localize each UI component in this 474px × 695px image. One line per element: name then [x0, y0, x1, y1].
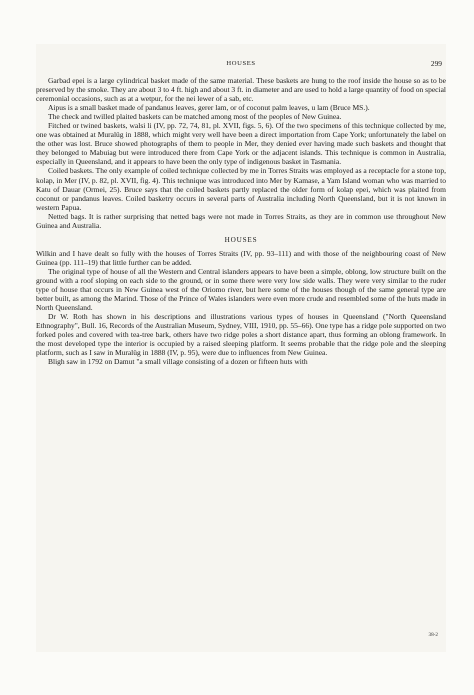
signature-mark: 38-2 [428, 632, 438, 638]
paragraph: Fitched or twined baskets, walsi li (IV, pp. 72, 74, 81, pl. XVII, figs. 5, 6). Of the two specimens of this technique collected by me, one was obtained at Muralüg in 1888, which might very well have been a direct importation from Cape York; unfortunately the label on the other was lost. Bruce showed photographs of them to people in Mer, they denied ever having made such baskets and thought that they belonged to Mabuiag but were introduced there from Cape York or the adjacent islands. This technique is common in Australia, especially in Queensland, and it appears to have been the only type of indigenous basket in Tasmania. [36, 121, 446, 167]
page [36, 44, 446, 652]
paragraph: Aipus is a small basket made of pandanus leaves, gerer lam, or of coconut palm leaves, u lam (Bruce MS.). [48, 103, 370, 113]
paragraph: The check and twilled plaited baskets can be matched among most of the peoples of New Guinea. [48, 112, 342, 122]
document-body [36, 76, 446, 366]
page-number: 299 [430, 59, 442, 68]
running-title: HOUSES [226, 60, 256, 67]
section-heading: HOUSES [224, 235, 258, 244]
paragraph: Wilkin and I have dealt so fully with the houses of Torres Straits (IV, pp. 93–111) and with those of the neighbouring coast of New Guinea (pp. 111–19) that little further can be added. [36, 248, 446, 267]
paragraph: Garbad epei is a large cylindrical basket made of the same material. These baskets are hung to the roof inside the house so as to be preserved by the smoke. They are about 3 to 4 ft. high and about 3 ft. in diameter and are used to hold a large quantity of food on special ceremonial occasions, such as at a wetpur, for the nei lewer of a sab, etc. [36, 76, 446, 104]
paragraph: Coiled baskets. The only example of coiled technique collected by me in Torres Straits was employed as a receptacle for a stone top, kolap, in Mer (IV, p. 82, pl. XVII, fig. 4). This technique was introduced into Mer by Kamase, a Yam Island woman who was married to Katu of Dauar (Ormei, 25). Bruce says that the coiled baskets partly replaced the older form of kolap epei, which was plaited from coconut or pandanus leaves. Coiled basketry occurs in several parts of Australia including North Queensland, but it is not known in western Papua. [36, 166, 446, 212]
paragraph: Netted bags. It is rather surprising that netted bags were not made in Torres Straits, as they are in common use throughout New Guinea and Australia. [36, 211, 446, 230]
paragraph: The original type of house of all the Western and Central islanders appears to have been a simple, oblong, low structure built on the ground with a roof sloping on each side to the ground, or in some there were very low side walls. They were very similar to the ruder type of house that occurs in New Guinea west of the Oriomo river, but here some of the houses though of the same general type are better built, as among the Marind. Those of the Prince of Wales islanders were even more crude and resembled some of the huts made in North Queensland. [36, 266, 446, 313]
paragraph: Bligh saw in 1792 on Damut "a small village consisting of a dozen or fifteen huts with [48, 357, 308, 367]
running-header [36, 60, 446, 72]
paragraph: Dr W. Roth has shown in his descriptions and illustrations various types of houses in Queensland ("North Queensland Ethnography", Bull. 16, Records of the Australian Museum, Sydney, VIII, 1910, pp. 55–66). One type has a ridge pole supported on two forked poles and covered with tea-tree bark, others have two ridge poles a short distance apart, thus forming an oblong framework. In the most developed type the interior is occupied by a raised sleeping platform. It seems probable that the ridge pole and the sleeping platform, such as I saw in Muralüg in 1888 (IV, p. 95), were due to influences from New Guinea. [36, 312, 446, 358]
